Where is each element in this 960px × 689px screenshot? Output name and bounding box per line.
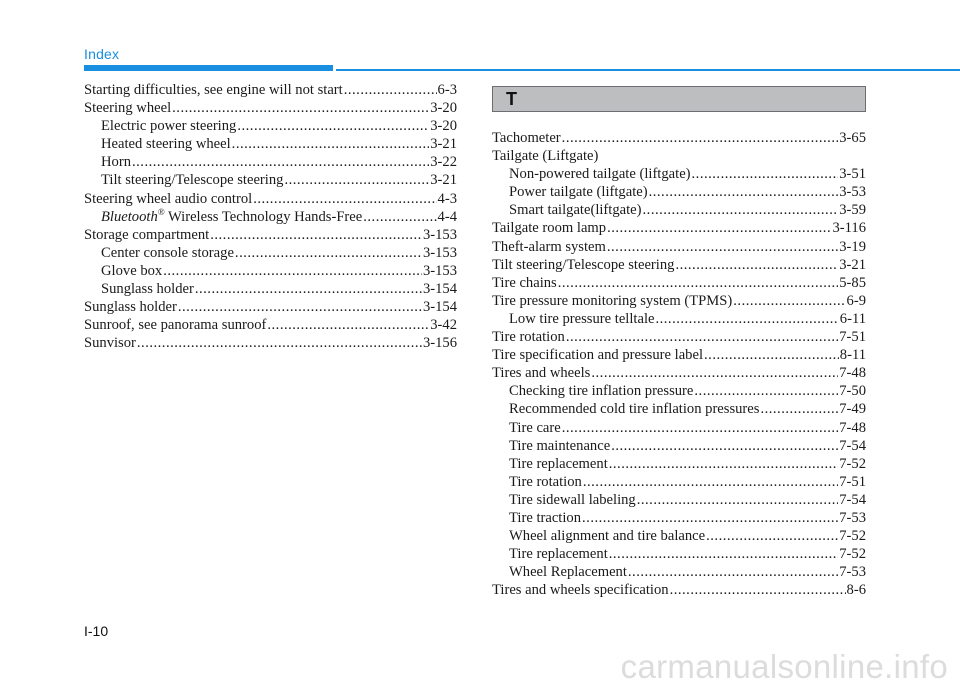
index-entry: [492, 274, 866, 292]
index-entry-label: Recommended cold tire inflation pressures: [509, 401, 760, 418]
index-entry-page: 7-54: [839, 437, 866, 454]
dot-leader: [232, 135, 430, 153]
index-entry: [84, 99, 457, 117]
index-entry-label: Tire replacement: [509, 455, 608, 472]
index-entry-label: Heated steering wheel: [101, 136, 231, 153]
index-entry-page: 3-21: [430, 172, 457, 189]
index-entry-page: 3-42: [430, 317, 457, 334]
dot-leader: [562, 419, 839, 437]
index-entry-page: 3-65: [839, 130, 866, 146]
index-entry-page: 7-52: [839, 455, 866, 472]
section-letter-box: [492, 86, 866, 112]
dot-leader: [562, 129, 839, 147]
index-entry: [84, 298, 457, 316]
index-entry-page: 7-51: [839, 329, 866, 346]
index-entry: [492, 419, 866, 437]
dot-leader: [628, 563, 838, 581]
dot-leader: [692, 165, 839, 183]
dot-leader: [670, 581, 846, 599]
header-rule: [336, 69, 960, 71]
index-entry: [492, 147, 866, 165]
dot-leader: [675, 256, 838, 274]
dot-leader: [172, 99, 429, 117]
index-entry: [492, 129, 866, 147]
index-entry-label: Steering wheel: [84, 100, 172, 117]
watermark-text: carmanualsonline.info: [620, 648, 948, 685]
index-entry: [84, 244, 457, 262]
index-entry: [84, 171, 457, 189]
index-entry-label: Tire replacement: [509, 546, 608, 563]
index-entry-page: 3-20: [430, 100, 457, 117]
dot-leader: [195, 280, 422, 298]
dot-leader: [210, 226, 422, 244]
index-entry-page: 8-6: [846, 582, 866, 599]
index-entry-page: 7-52: [839, 528, 866, 545]
index-entry-page: 3-153: [422, 226, 457, 243]
index-entry-page: 6-9: [846, 292, 866, 309]
index-entry-label: Electric power steering: [101, 118, 237, 135]
header-accent-bar: [84, 65, 333, 71]
index-entry: [492, 581, 866, 599]
index-entry-page: 3-21: [430, 136, 457, 153]
index-entry: [84, 190, 457, 208]
dot-leader: [284, 171, 429, 189]
index-entry: [492, 455, 866, 473]
index-entry: [84, 81, 457, 99]
index-entry-page: 3-154: [422, 299, 457, 316]
index-entry: [492, 256, 866, 274]
dot-leader: [655, 310, 838, 328]
index-column-right: [492, 129, 866, 599]
index-entry: [84, 117, 457, 135]
dot-leader: [163, 262, 422, 280]
index-entry-label: Tailgate room lamp: [492, 220, 607, 237]
dot-leader: [583, 473, 838, 491]
dot-leader: [137, 334, 422, 352]
index-entry-label: Tailgate (Liftgate): [492, 148, 599, 165]
index-entry-page: 5-85: [839, 274, 866, 291]
index-entry-label: Sunroof, see panorama sunroof: [84, 317, 267, 334]
dot-leader: [649, 183, 839, 201]
index-entry-label: Sunglass holder: [101, 281, 194, 298]
dot-leader: [591, 364, 838, 382]
index-entry-label: Wheel Replacement: [509, 564, 627, 581]
index-entry-page: 4-3: [437, 190, 457, 207]
index-entry: [492, 328, 866, 346]
index-entry-page: 3-51: [839, 166, 866, 183]
index-entry-label: Tilt steering/Telescope steering: [101, 172, 284, 189]
dot-leader: [267, 316, 429, 334]
index-entry-label: Horn: [101, 154, 131, 171]
index-entry-label: Tire traction: [509, 509, 582, 526]
index-entry-label: Power tailgate (liftgate): [509, 184, 648, 201]
index-entry-page: 3-53: [839, 184, 866, 201]
dot-leader: [607, 219, 831, 237]
index-entry: [492, 473, 866, 491]
index-entry: [84, 153, 457, 171]
index-entry-label: Starting difficulties, see engine will not start: [84, 82, 343, 98]
index-entry-page: 7-49: [839, 401, 866, 418]
index-entry-page: 3-153: [422, 244, 457, 261]
dot-leader: [643, 201, 839, 219]
index-entry-page: 7-51: [839, 473, 866, 490]
index-entry-label: Checking tire inflation pressure: [509, 383, 694, 400]
dot-leader: [694, 382, 838, 400]
dot-leader: [253, 190, 436, 208]
index-entry-label: Wheel alignment and tire balance: [509, 528, 706, 545]
index-entry-label: Smart tailgate(liftgate): [509, 202, 642, 219]
index-entry-label-text: Wireless Technology Hands-Free: [164, 208, 363, 225]
index-entry: [84, 135, 457, 153]
index-entry: [492, 491, 866, 509]
index-entry: [492, 509, 866, 527]
dot-leader: [363, 208, 436, 226]
index-entry: [84, 316, 457, 334]
index-entry: [492, 292, 866, 310]
index-entry-page: 3-19: [839, 238, 866, 255]
index-entry-page: 3-116: [832, 220, 866, 237]
index-entry: [492, 545, 866, 563]
dot-leader: [611, 437, 838, 455]
index-entry: [84, 280, 457, 298]
index-entry: [492, 183, 866, 201]
index-entry: [84, 226, 457, 244]
index-entry: [492, 346, 866, 364]
index-entry-page: 6-3: [437, 82, 457, 98]
index-entry-page: 4-4: [437, 208, 457, 225]
index-entry-page: 6-11: [839, 310, 866, 327]
index-entry-label: Storage compartment: [84, 226, 210, 243]
index-entry: [492, 310, 866, 328]
dot-leader: [132, 153, 429, 171]
index-entry-label: Theft-alarm system: [492, 238, 606, 255]
index-entry-label: Tire sidewall labeling: [509, 491, 636, 508]
dot-leader: [235, 244, 422, 262]
index-entry: [492, 364, 866, 382]
dot-leader: [609, 455, 838, 473]
dot-leader: [178, 298, 422, 316]
index-entry-label: Tire care: [509, 419, 561, 436]
index-entry-page: 8-11: [839, 347, 866, 364]
index-entry-label: Non-powered tailgate (liftgate): [509, 166, 691, 183]
index-entry-page: 3-153: [422, 262, 457, 279]
dot-leader: [607, 238, 838, 256]
index-entry-page: 7-52: [839, 546, 866, 563]
index-entry-label: Tilt steering/Telescope steering: [492, 256, 675, 273]
index-entry-label: Tire rotation: [509, 473, 582, 490]
index-entry-page: 7-53: [839, 509, 866, 526]
dot-leader: [704, 346, 839, 364]
index-entry-label: Tires and wheels specification: [492, 582, 669, 599]
index-entry-label-italic: Bluetooth: [101, 208, 158, 225]
index-entry-page: 3-156: [422, 335, 457, 352]
index-entry-page: 3-20: [430, 118, 457, 135]
index-entry: [492, 437, 866, 455]
index-entry: [84, 262, 457, 280]
index-entry: [492, 563, 866, 581]
index-entry: [492, 238, 866, 256]
index-entry-label: Tire chains: [492, 274, 557, 291]
page-number: I-10: [84, 623, 109, 639]
dot-leader: [344, 81, 437, 99]
index-entry: [492, 527, 866, 545]
index-entry-page: 3-59: [839, 202, 866, 219]
registered-mark: ®: [157, 206, 165, 217]
index-entry: [84, 334, 457, 352]
index-entry-label: Low tire pressure telltale: [509, 310, 655, 327]
index-entry: [84, 208, 457, 226]
index-entry-label: Tachometer: [492, 130, 561, 146]
dot-leader: [566, 328, 838, 346]
index-entry-page: 7-50: [839, 383, 866, 400]
index-entry: [492, 165, 866, 183]
section-letter: T: [506, 88, 517, 109]
dot-leader: [558, 274, 839, 292]
index-entry-page: 7-54: [839, 491, 866, 508]
index-entry-label: Center console storage: [101, 244, 234, 261]
index-entry: [492, 201, 866, 219]
index-entry-page: 3-154: [422, 281, 457, 298]
index-entry-label: Tire maintenance: [509, 437, 611, 454]
dot-leader: [637, 491, 839, 509]
index-entry: [492, 219, 866, 237]
dot-leader: [582, 509, 838, 527]
index-entry-label: Steering wheel audio control: [84, 190, 253, 207]
index-entry-label: Tire pressure monitoring system (TPMS): [492, 292, 733, 309]
index-entry-label: Sunvisor: [84, 335, 136, 352]
page-section-title: Index: [84, 46, 120, 62]
index-entry-page: 7-48: [839, 419, 866, 436]
index-entry-page: 3-21: [839, 256, 866, 273]
index-entry-page: 7-48: [839, 365, 866, 382]
dot-leader: [760, 400, 838, 418]
index-entry-label: Tire rotation: [492, 329, 565, 346]
dot-leader: [609, 545, 838, 563]
index-entry-label: Sunglass holder: [84, 299, 177, 316]
index-entry-page: 3-22: [430, 154, 457, 171]
index-entry-page: 7-53: [839, 564, 866, 581]
index-entry: [492, 382, 866, 400]
dot-leader: [706, 527, 838, 545]
index-column-left: [84, 81, 457, 352]
index-entry: [492, 400, 866, 418]
index-entry-label: [101, 208, 362, 226]
index-entry-label: Tire specification and pressure label: [492, 347, 704, 364]
index-entry-label: Glove box: [101, 262, 163, 279]
dot-leader: [237, 117, 429, 135]
dot-leader: [733, 292, 845, 310]
index-entry-label: Tires and wheels: [492, 365, 591, 382]
